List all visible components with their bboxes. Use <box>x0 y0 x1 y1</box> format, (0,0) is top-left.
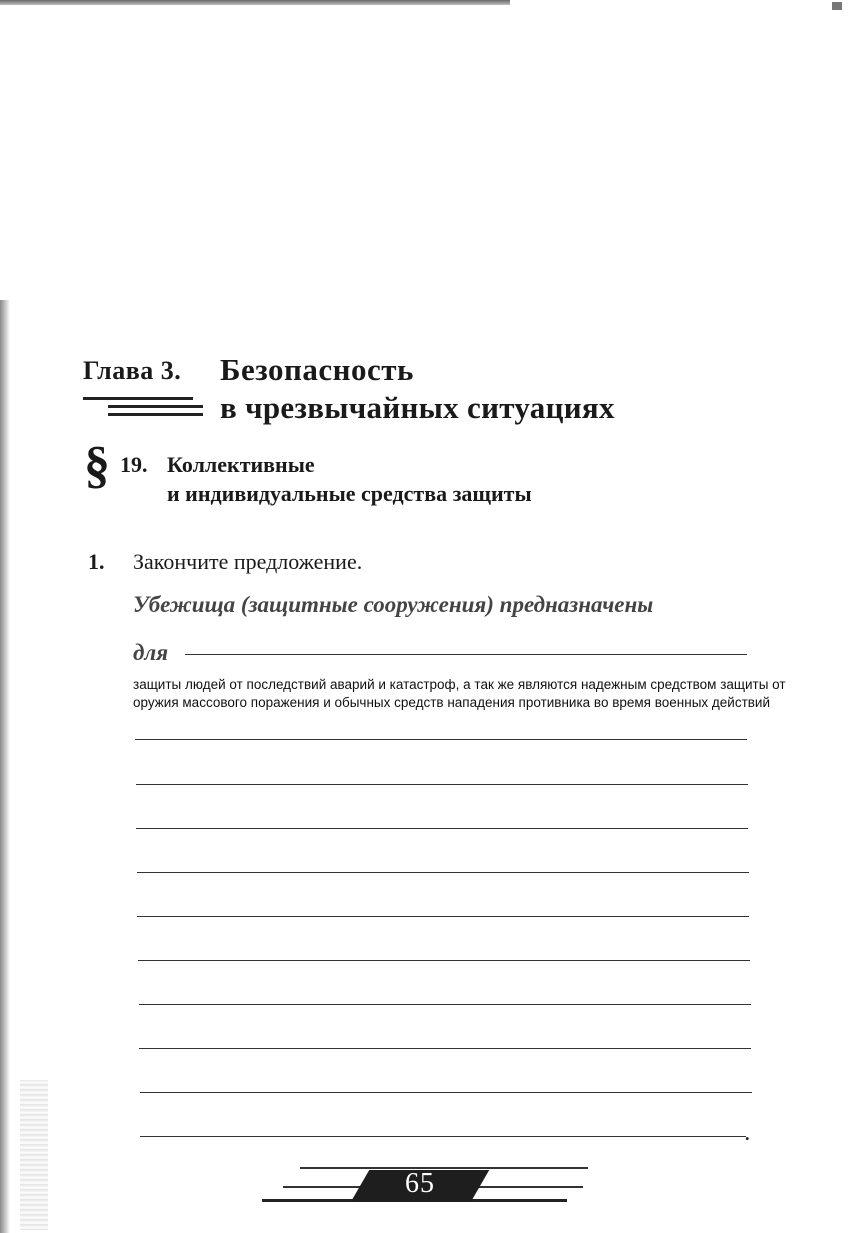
answer-line <box>139 1004 751 1005</box>
rule <box>108 405 203 408</box>
task-instruction: Закончите предложение. <box>133 549 363 574</box>
scan-edge-left <box>0 300 10 1233</box>
scan-mark <box>832 2 842 10</box>
page-number: 65 <box>405 1168 435 1199</box>
answer-line <box>137 872 749 873</box>
answer-line <box>140 1092 752 1093</box>
answer-line <box>136 828 748 829</box>
chapter-title-line-1: Безопасность <box>220 352 414 387</box>
answer-line <box>138 960 750 961</box>
task-prompt: Убежища (защитные сооружения) предназначены <box>133 592 654 617</box>
answer-line <box>140 1136 746 1137</box>
end-dot: . <box>745 1124 750 1144</box>
answer-line <box>137 916 749 917</box>
scan-edge-top <box>0 0 510 5</box>
answer-line <box>136 784 748 785</box>
answer-text[interactable]: защиты людей от последствий аварий и катастроф, а так же являются надежным средством защиты от оружия массового поражения и обычных средств нападения противника во время военных действий <box>133 677 786 710</box>
chapter-label: Глава 3. <box>83 356 182 385</box>
answer-line <box>185 654 747 655</box>
section-title-line-2: и индивидуальные средства защиты <box>167 481 532 506</box>
rule <box>108 413 203 416</box>
rule <box>83 397 193 400</box>
section-sign: § <box>84 437 110 494</box>
task-number: 1. <box>88 549 105 574</box>
scan-noise <box>20 1080 48 1230</box>
section-title-line-1: Коллективные <box>167 452 315 477</box>
answer-line <box>135 739 747 740</box>
answer-line <box>139 1048 751 1049</box>
task-prompt-for: для <box>133 640 169 665</box>
section-number: 19. <box>120 452 148 477</box>
chapter-title-line-2: в чрезвычайных ситуациях <box>220 390 615 425</box>
chapter-decorative-rules <box>83 397 203 421</box>
